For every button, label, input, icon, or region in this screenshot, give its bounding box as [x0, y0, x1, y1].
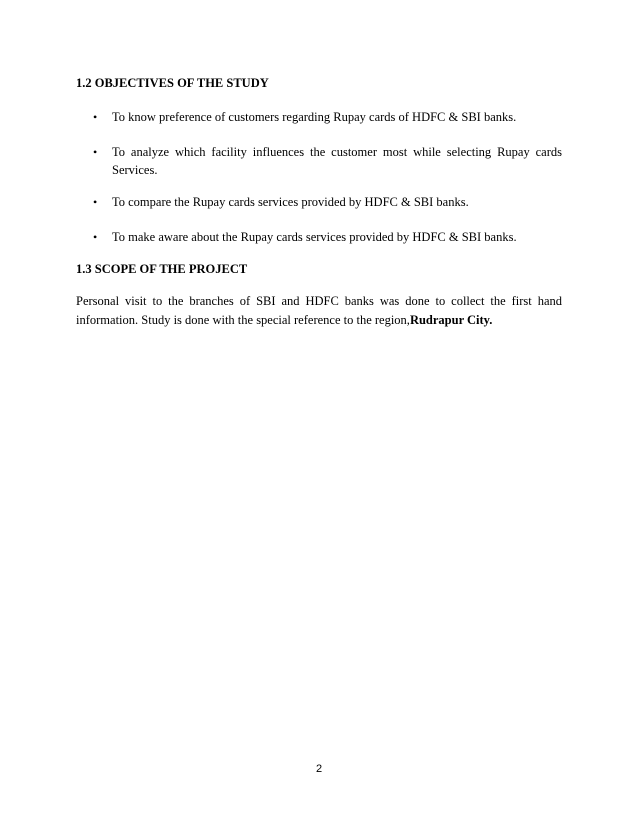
list-item	[76, 228, 562, 246]
list-item	[76, 143, 562, 179]
list-item-text: To compare the Rupay cards services provided by HDFC & SBI banks.	[112, 195, 469, 209]
scope-region-emphasis: Rudrapur City.	[409, 312, 493, 327]
scope-heading: 1.3 SCOPE OF THE PROJECT	[76, 262, 248, 276]
objectives-heading: 1.2 OBJECTIVES OF THE STUDY	[76, 76, 269, 90]
list-item	[76, 193, 562, 211]
bullet-icon: •	[93, 145, 98, 159]
scope-paragraph	[76, 292, 562, 329]
scope-paragraph-text: Personal visit to the branches of SBI and HDFC banks was done to collect the first hand information. Study is done with the special reference to the region,	[76, 294, 562, 327]
list-item	[76, 108, 562, 126]
list-item-text: To analyze which facility influences the customer most while selecting Rupay cards Services.	[112, 145, 562, 177]
list-item-text: To make aware about the Rupay cards services provided by HDFC & SBI banks.	[112, 230, 517, 244]
bullet-icon: •	[93, 110, 98, 124]
page-number: 2	[315, 763, 323, 775]
bullet-icon: •	[93, 230, 98, 244]
bullet-icon: •	[93, 195, 98, 209]
list-item-text: To know preference of customers regarding Rupay cards of HDFC & SBI banks.	[112, 110, 517, 124]
